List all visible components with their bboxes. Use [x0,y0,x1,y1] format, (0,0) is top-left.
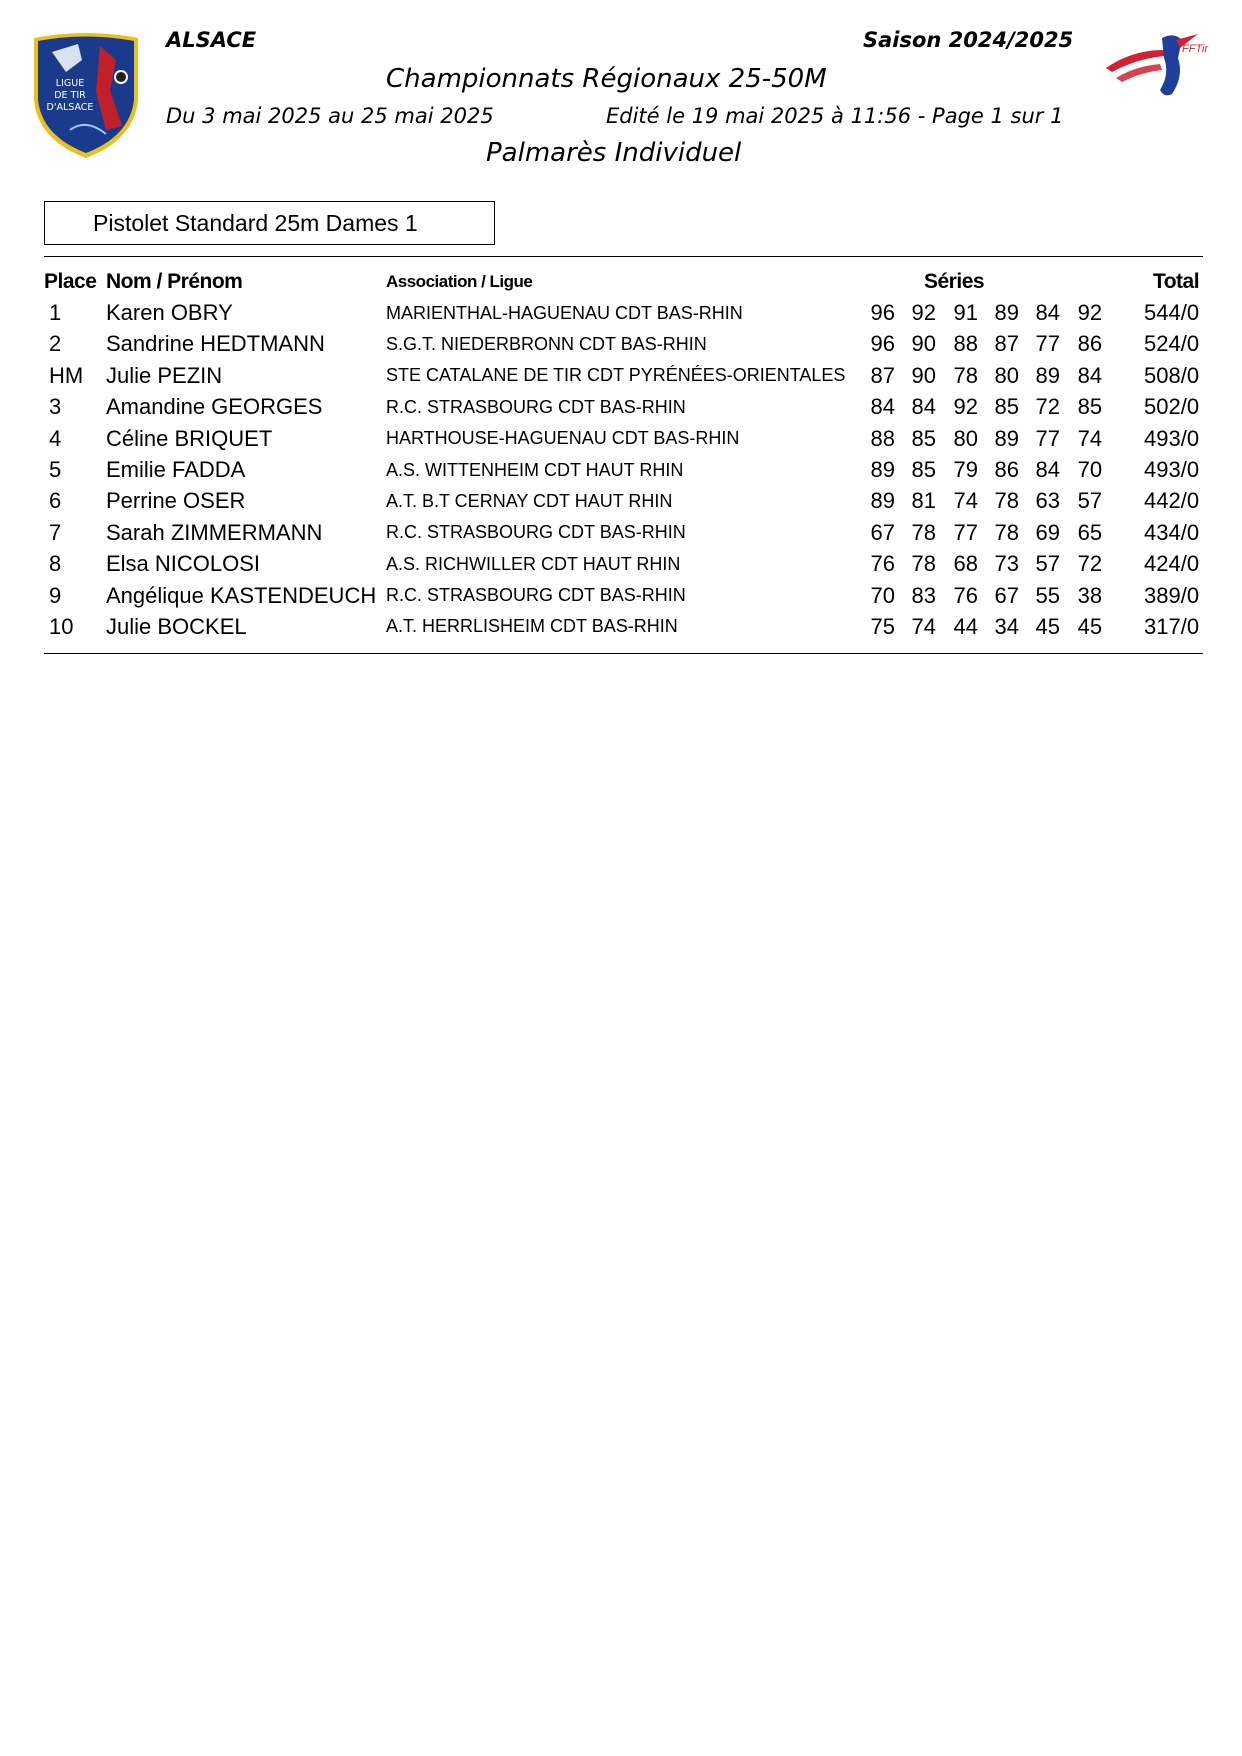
row-total: 424/0 [1144,551,1200,577]
row-total: 389/0 [1144,582,1200,608]
row-association: HARTHOUSE-HAGUENAU CDT BAS-RHIN [386,428,740,449]
table-row [44,486,1203,517]
row-total: 493/0 [1144,425,1200,451]
logo-line-2: DE TIR [54,90,86,101]
row-series-score: 96 [870,300,895,326]
rooster-logo-icon [1102,28,1220,100]
row-association: STE CATALANE DE TIR CDT PYRÉNÉES-ORIENTALES [386,365,846,386]
row-series-score: 78 [994,488,1019,514]
table-row [44,297,1203,328]
document-subtitle: Palmarès Individuel [486,138,742,168]
row-name: Sandrine HEDTMANN [106,331,325,357]
logo-line-1: LIGUE [55,78,85,89]
table-row [44,611,1203,642]
fftir-text: FFTir [1182,43,1209,55]
row-series-score: 72 [1035,394,1060,420]
row-series-score: 89 [870,488,895,514]
table-header-row [44,266,1203,297]
table-top-rule [44,256,1203,257]
logo-line-3: D'ALSACE [46,102,94,113]
fftir-logo [1102,28,1220,100]
row-series-score: 84 [911,394,936,420]
row-series-score: 73 [994,551,1019,577]
row-series-score: 89 [994,300,1019,326]
row-series-score: 85 [994,394,1019,420]
row-series-score: 70 [1077,457,1103,483]
header-association: Association / Ligue [386,271,533,291]
row-series-score: 92 [1077,300,1103,326]
table-row [44,392,1203,423]
row-series-score: 74 [1077,425,1103,451]
row-series-score: 77 [953,519,978,545]
row-series-score: 85 [1077,394,1103,420]
event-title-box [44,201,495,245]
row-total: 524/0 [1144,331,1200,357]
row-series-score: 87 [994,331,1019,357]
row-series-score: 83 [911,582,936,608]
row-association: A.T. B.T CERNAY CDT HAUT RHIN [386,490,673,511]
row-series-score: 34 [994,613,1019,639]
row-place: 2 [49,331,62,357]
row-series-score: 96 [870,331,895,357]
row-place: 9 [49,582,62,608]
row-name: Angélique KASTENDEUCH [106,582,377,608]
row-series-score: 57 [1077,488,1103,514]
row-place: 7 [49,519,62,545]
table-row [44,423,1203,454]
row-series-score: 55 [1035,582,1060,608]
row-association: R.C. STRASBOURG CDT BAS-RHIN [386,585,686,606]
row-place: 10 [49,613,74,639]
row-series-score: 69 [1035,519,1060,545]
row-place: 8 [49,551,62,577]
header-name: Nom / Prénom [106,269,243,293]
row-series-score: 86 [994,457,1019,483]
row-series-score: 84 [1077,362,1103,388]
row-series-score: 88 [953,331,978,357]
row-series-score: 57 [1035,551,1060,577]
row-name: Amandine GEORGES [106,394,323,420]
row-series-score: 78 [953,362,978,388]
event-title: Pistolet Standard 25m Dames 1 [93,210,418,236]
row-place: 1 [49,300,62,326]
row-series-score: 89 [870,457,895,483]
row-series-score: 67 [994,582,1019,608]
header-total: Total [1152,269,1200,293]
table-row [44,454,1203,485]
row-series-score: 89 [1035,362,1060,388]
row-name: Sarah ZIMMERMANN [106,519,323,545]
results-body [44,297,1203,642]
row-series-score: 80 [994,362,1019,388]
row-association: MARIENTHAL-HAGUENAU CDT BAS-RHIN [386,302,743,323]
row-place: 4 [49,425,62,451]
row-series-score: 80 [953,425,978,451]
row-association: S.G.T. NIEDERBRONN CDT BAS-RHIN [386,333,707,354]
row-series-score: 72 [1077,551,1103,577]
row-series-score: 65 [1077,519,1103,545]
table-bottom-rule [44,653,1203,654]
document-title: Championnats Régionaux 25-50M [386,64,827,94]
row-series-score: 84 [1035,300,1060,326]
row-series-score: 92 [911,300,936,326]
header-series: Séries [924,269,985,293]
results-table [44,266,1203,643]
row-name: Céline BRIQUET [106,425,273,451]
row-name: Julie PEZIN [106,362,223,388]
row-series-score: 76 [953,582,978,608]
row-series-score: 63 [1035,488,1060,514]
row-series-score: 74 [953,488,978,514]
table-row [44,329,1203,360]
row-total: 317/0 [1144,613,1200,639]
table-row [44,517,1203,548]
row-total: 508/0 [1144,362,1200,388]
row-series-score: 77 [1035,331,1060,357]
row-series-score: 78 [911,519,936,545]
row-series-score: 91 [953,300,978,326]
row-total: 442/0 [1144,488,1200,514]
row-total: 493/0 [1144,457,1200,483]
header-place: Place [44,269,97,293]
row-series-score: 90 [911,331,936,357]
row-name: Julie BOCKEL [106,613,247,639]
row-series-score: 68 [953,551,978,577]
row-series-score: 85 [911,457,936,483]
row-place: 6 [49,488,62,514]
row-series-score: 77 [1035,425,1060,451]
row-place: 5 [49,457,62,483]
row-series-score: 92 [953,394,978,420]
row-series-score: 76 [870,551,895,577]
row-association: A.S. RICHWILLER CDT HAUT RHIN [386,553,681,574]
row-series-score: 89 [994,425,1019,451]
table-row [44,549,1203,580]
row-series-score: 67 [870,519,895,545]
row-series-score: 75 [870,613,895,639]
shield-logo-icon [30,30,142,160]
table-row [44,360,1203,391]
row-place: 3 [49,394,62,420]
row-series-score: 70 [870,582,895,608]
row-association: R.C. STRASBOURG CDT BAS-RHIN [386,522,686,543]
row-association: A.S. WITTENHEIM CDT HAUT RHIN [386,459,684,480]
row-series-score: 45 [1077,613,1103,639]
edited-info: Edité le 19 mai 2025 à 11:56 - Page 1 sur 1 [606,104,1064,128]
row-series-score: 78 [911,551,936,577]
row-series-score: 44 [953,613,978,639]
row-series-score: 84 [870,394,895,420]
row-name: Elsa NICOLOSI [106,551,261,577]
row-total: 434/0 [1144,519,1200,545]
row-series-score: 79 [953,457,978,483]
row-series-score: 90 [911,362,936,388]
row-name: Karen OBRY [106,300,233,326]
date-range: Du 3 mai 2025 au 25 mai 2025 [166,104,494,128]
row-series-score: 78 [994,519,1019,545]
row-series-score: 74 [911,613,936,639]
row-place: HM [49,362,84,388]
row-series-score: 86 [1077,331,1103,357]
table-row [44,580,1203,611]
row-series-score: 45 [1035,613,1060,639]
row-total: 502/0 [1144,394,1200,420]
season-label: Saison 2024/2025 [863,28,1074,52]
row-name: Emilie FADDA [106,457,246,483]
row-series-score: 88 [870,425,895,451]
row-series-score: 81 [911,488,936,514]
row-series-score: 85 [911,425,936,451]
row-association: A.T. HERRLISHEIM CDT BAS-RHIN [386,616,678,637]
row-name: Perrine OSER [106,488,246,514]
row-association: R.C. STRASBOURG CDT BAS-RHIN [386,396,686,417]
region-label: ALSACE [166,28,257,52]
row-series-score: 87 [870,362,895,388]
row-total: 544/0 [1144,300,1200,326]
row-series-score: 84 [1035,457,1060,483]
row-series-score: 38 [1077,582,1103,608]
ligue-de-tir-alsace-logo [30,30,142,160]
